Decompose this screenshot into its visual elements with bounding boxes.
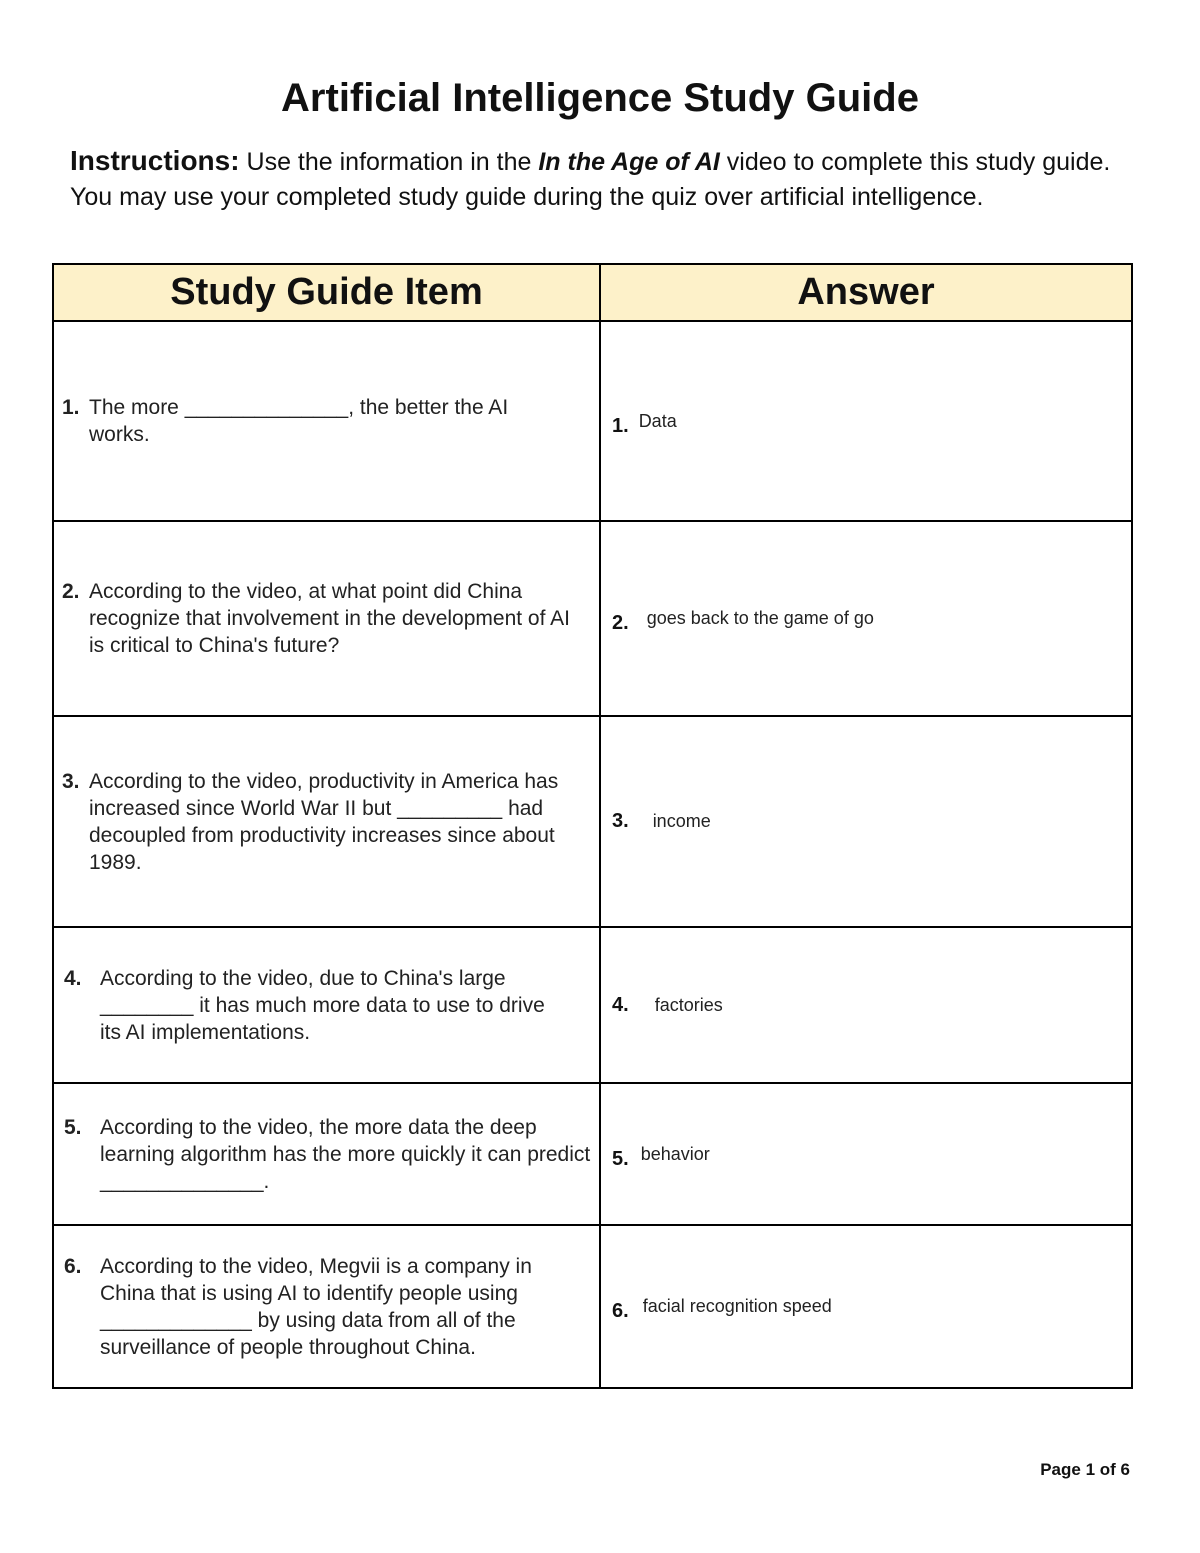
answer-text: facial recognition speed — [642, 1296, 832, 1316]
table-row — [53, 1083, 1132, 1225]
table-row — [53, 321, 1132, 521]
question-cell — [53, 321, 600, 521]
answer-text: factories — [654, 994, 723, 1015]
question-number: 4. — [64, 966, 82, 990]
page-title: Artificial Intelligence Study Guide — [281, 76, 919, 120]
table-row — [53, 927, 1132, 1083]
table-row — [53, 716, 1132, 927]
answer-cell — [600, 927, 1132, 1083]
instructions-text-before: Use the information in the — [239, 148, 539, 176]
question-number: 1. — [62, 396, 80, 419]
question-cell — [53, 521, 600, 716]
page-number — [1040, 1460, 1130, 1480]
question-text: According to the video, at what point did China recognize that involvement in the development of AI is critical to China's future? — [89, 580, 570, 657]
table-row — [53, 1225, 1132, 1388]
answer-cell — [600, 321, 1132, 521]
answer-number: 6. — [612, 1300, 629, 1322]
question-cell — [53, 716, 600, 927]
question-cell — [53, 1083, 600, 1225]
question-text: According to the video, Megvii is a company in China that is using AI to identify people using _____________ by using data from all of the surveillance of people throughout China. — [100, 1254, 532, 1359]
answer-cell — [600, 1225, 1132, 1388]
question-cell — [53, 1225, 600, 1388]
question-text: According to the video, productivity in America has increased since World War II but _________ had decoupled from productivity increases since about 1989. — [89, 769, 559, 874]
table-header-row — [53, 264, 1132, 321]
question-number: 6. — [64, 1254, 82, 1278]
current-page: 1 — [1085, 1460, 1096, 1479]
of-label: of — [1095, 1460, 1121, 1479]
instructions-text-after: video to complete this study guide. You may use your completed study guide during the quiz over artificial intelligence. — [70, 148, 1111, 211]
question-text: According to the video, due to China's large ________ it has much more data to use to drive its AI implementations. — [100, 966, 545, 1044]
question-number: 3. — [62, 769, 80, 793]
video-title: In the Age of AI — [538, 148, 720, 176]
header-study-guide-item: Study Guide Item — [53, 264, 600, 321]
answer-number: 1. — [612, 414, 629, 437]
question-text: According to the video, the more data the deep learning algorithm has the more quickly it can predict ______________. — [100, 1115, 591, 1193]
page-label: Page — [1040, 1460, 1086, 1479]
question-number: 2. — [62, 580, 80, 603]
question-text: The more ______________, the better the AI works. — [89, 396, 509, 446]
question-number: 5. — [64, 1115, 82, 1139]
answer-text: behavior — [640, 1143, 710, 1164]
answer-number: 4. — [612, 993, 629, 1016]
answer-text: income — [652, 811, 711, 831]
answer-cell — [600, 1083, 1132, 1225]
answer-cell — [600, 521, 1132, 716]
instructions-label: Instructions: — [70, 145, 240, 176]
table-row — [53, 521, 1132, 716]
header-answer: Answer — [600, 264, 1132, 321]
instructions — [70, 143, 1130, 215]
answer-cell — [600, 716, 1132, 927]
answer-number: 2. — [612, 612, 629, 634]
answer-text: Data — [638, 410, 677, 431]
answer-number: 3. — [612, 810, 629, 832]
answer-text: goes back to the game of go — [646, 608, 874, 628]
question-cell — [53, 927, 600, 1083]
answer-number: 5. — [612, 1147, 629, 1170]
study-guide-table — [52, 263, 1133, 1389]
total-pages: 6 — [1120, 1460, 1130, 1479]
